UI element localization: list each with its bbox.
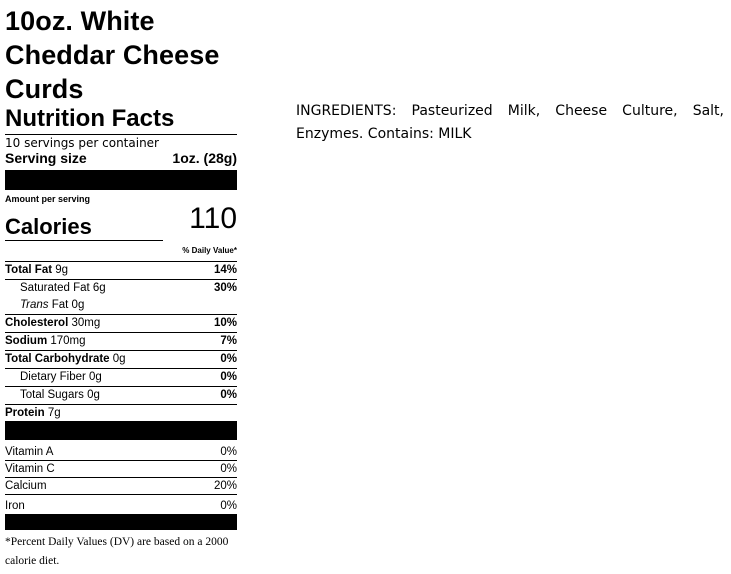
nutrient-label: Protein xyxy=(5,407,45,419)
vitamin-row xyxy=(5,477,237,494)
serving-size-value: 1oz. (28g) xyxy=(172,150,237,166)
nutrient-label: Dietary Fiber xyxy=(20,371,86,383)
nutrient-row xyxy=(5,368,237,386)
calories-value: 110 xyxy=(189,202,237,235)
nutrient-amount: 6g xyxy=(92,282,106,294)
serving-size-row xyxy=(5,150,237,167)
calories-row xyxy=(5,202,237,241)
nutrient-row xyxy=(5,386,237,404)
vitamin-row xyxy=(5,444,237,460)
nutrient-row xyxy=(5,314,237,332)
nutrient-amount: Fat 0g xyxy=(51,299,85,311)
vitamin-label: Vitamin A xyxy=(5,446,54,458)
vitamin-row xyxy=(5,460,237,477)
nutrient-dv: 30% xyxy=(213,282,237,294)
nutrient-amount: 0g xyxy=(89,371,102,383)
nutrient-dv: 0% xyxy=(220,353,237,365)
calories-label: Calories xyxy=(5,214,163,241)
nutrition-facts-heading: Nutrition Facts xyxy=(5,105,175,132)
nutrient-amount: 0g xyxy=(87,389,100,401)
nutrient-row xyxy=(5,350,237,368)
vitamin-label: Iron xyxy=(5,500,25,512)
nutrient-dv: 0% xyxy=(220,371,237,383)
nutrient-amount: 30mg xyxy=(71,317,101,329)
nutrient-dv: 14% xyxy=(213,264,237,276)
serving-size-label: Serving size xyxy=(5,150,87,166)
nutrition-facts-panel xyxy=(5,105,237,571)
nutrient-row xyxy=(5,261,237,279)
nutrient-label: Total Sugars xyxy=(20,389,84,401)
vitamin-dv: 0% xyxy=(220,463,237,475)
nutrient-label: Total Carbohydrate xyxy=(5,353,110,365)
vitamin-label: Vitamin C xyxy=(5,463,55,475)
vitamin-dv: 20% xyxy=(213,480,237,492)
nutrient-label: Cholesterol xyxy=(5,317,69,329)
nutrient-amount: 7g xyxy=(47,407,61,419)
nutrient-row xyxy=(5,404,237,422)
nutrient-dv: 10% xyxy=(213,317,237,329)
daily-value-footnote: *Percent Daily Values (DV) are based on a 2000 calorie diet. xyxy=(5,536,229,567)
ingredients-statement: INGREDIENTS: Pasteurized Milk, Cheese Culture, Salt, Enzymes. Contains: MILK xyxy=(296,103,724,142)
thick-divider xyxy=(5,421,237,440)
vitamin-dv: 0% xyxy=(220,446,237,458)
nutrient-row xyxy=(5,297,237,314)
amount-per-serving: Amount per serving xyxy=(5,194,91,204)
vitamin-label: Calcium xyxy=(5,480,47,492)
nutrient-dv: 0% xyxy=(220,389,237,401)
nutrient-amount: 0g xyxy=(112,353,126,365)
nutrient-row xyxy=(5,332,237,350)
nutrient-amount: 170mg xyxy=(50,335,86,347)
nutrient-label: Saturated Fat xyxy=(20,282,90,294)
nutrient-label: Total Fat xyxy=(5,264,53,276)
vitamin-row xyxy=(5,494,237,514)
nutrient-amount: 9g xyxy=(55,264,69,276)
product-title: 10oz. White Cheddar Cheese Curds xyxy=(5,6,220,104)
nutrient-label: Trans xyxy=(20,299,49,311)
nutrient-label: Sodium xyxy=(5,335,48,347)
thick-divider xyxy=(5,170,237,190)
vitamin-dv: 0% xyxy=(220,500,237,512)
nutrient-dv: 7% xyxy=(220,335,237,347)
thick-divider xyxy=(5,514,237,530)
daily-value-header: % Daily Value* xyxy=(182,246,237,255)
nutrient-row xyxy=(5,279,237,297)
servings-per-container: 10 servings per container xyxy=(5,136,159,150)
